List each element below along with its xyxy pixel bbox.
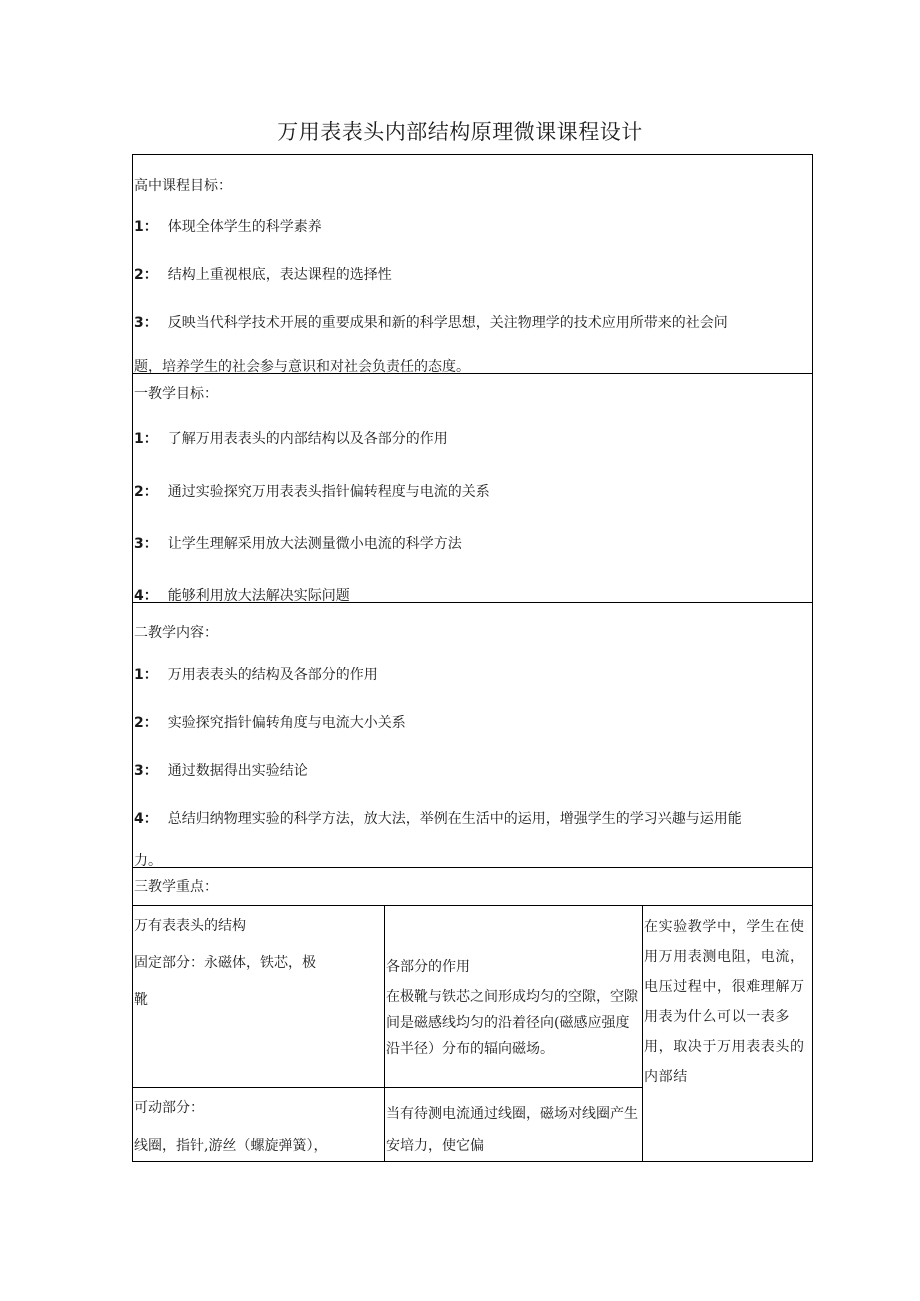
item-text: 能够利用放大法解决实际问题 [167, 588, 350, 604]
item-text: 通过实验探究万用表表头指针偏转程度与电流的关系 [167, 484, 490, 500]
function-cell-text: 在极靴与铁芯之间形成均匀的空隙，空隙间是磁感线均匀的沿着径向(磁感应强度沿半径）分布的辐向磁场。 [386, 989, 638, 1057]
item-number: 1： [134, 219, 158, 235]
item-number: 3： [134, 763, 158, 779]
page-title: 万用表表头内部结构原理微课课程设计 [277, 120, 643, 144]
divider-key-points-row [132, 1087, 643, 1088]
item-number: 3： [134, 536, 158, 552]
item-number: 2： [134, 267, 158, 283]
note-cell-text: 在实验教学中，学生在使用万用表测电阻，电流，电压过程中，很难理解万用表为什么可以一表多用，取决于万用表表头的内部结 [644, 919, 805, 1085]
function-cell-title: 各部分的作用 [386, 959, 470, 975]
movable-parts-line-2: 线圈，指针,游丝（螺旋弹簧）， [134, 1138, 328, 1154]
item-number: 1： [134, 431, 158, 447]
teaching-content-heading: 二教学内容： [134, 625, 218, 641]
teaching-goal-item-4 [134, 586, 350, 606]
item-text: 实验探究指针偏转角度与电流大小关系 [167, 715, 406, 731]
movable-parts-line-1: 可动部分： [134, 1100, 204, 1116]
structure-cell-title: 万有表表头的结构 [134, 918, 246, 934]
divider-teaching-content [132, 867, 813, 868]
course-goal-item-2 [134, 265, 392, 285]
item-text: 总结归纳物理实验的科学方法，放大法，举例在生活中的运用，增强学生的学习兴趣与运用能 [167, 811, 742, 827]
divider-key-points-heading [132, 905, 813, 906]
item-text: 体现全体学生的科学素养 [167, 219, 322, 235]
item-number: 4： [134, 811, 158, 827]
teaching-content-item-1 [134, 665, 378, 685]
fixed-parts-line-2: 靴 [134, 992, 148, 1008]
teaching-content-continuation: 力。 [134, 853, 162, 869]
item-text: 反映当代科学技术开展的重要成果和新的科学思想，关注物理学的技术应用所带来的社会问 [167, 315, 728, 331]
current-cell-text: 当有待测电流通过线圈，磁场对线圈产生安培力，使它偏 [386, 1106, 638, 1154]
course-goal-item-3 [134, 313, 728, 333]
item-text: 让学生理解采用放大法测量微小电流的科学方法 [167, 536, 462, 552]
teaching-goal-item-1 [134, 429, 448, 449]
teaching-content-item-3 [134, 761, 308, 781]
teaching-goals-heading: 一教学目标： [134, 386, 218, 402]
course-goal-continuation: 题，培养学生的社会参与意识和对社会负责任的态度。 [134, 359, 470, 375]
key-points-heading: 三教学重点： [134, 879, 218, 895]
teaching-content-item-4 [134, 809, 742, 829]
item-text: 万用表表头的结构及各部分的作用 [167, 667, 378, 683]
item-number: 2： [134, 484, 158, 500]
item-text: 通过数据得出实验结论 [167, 763, 308, 779]
teaching-content-item-2 [134, 713, 406, 733]
fixed-parts-line-1: 固定部分：永磁体，铁芯，极 [134, 955, 316, 971]
item-number: 4： [134, 588, 158, 604]
item-text: 结构上重视根底，表达课程的选择性 [167, 267, 392, 283]
item-number: 3： [134, 315, 158, 331]
teaching-goal-item-2 [134, 482, 490, 502]
course-goals-heading: 高中课程目标： [134, 178, 232, 194]
column-divider-1 [384, 905, 385, 1162]
item-number: 1： [134, 667, 158, 683]
item-number: 2： [134, 715, 158, 731]
item-text: 了解万用表表头的内部结构以及各部分的作用 [167, 431, 448, 447]
course-goal-item-1 [134, 217, 322, 237]
teaching-goal-item-3 [134, 534, 462, 554]
column-divider-2 [642, 905, 643, 1162]
